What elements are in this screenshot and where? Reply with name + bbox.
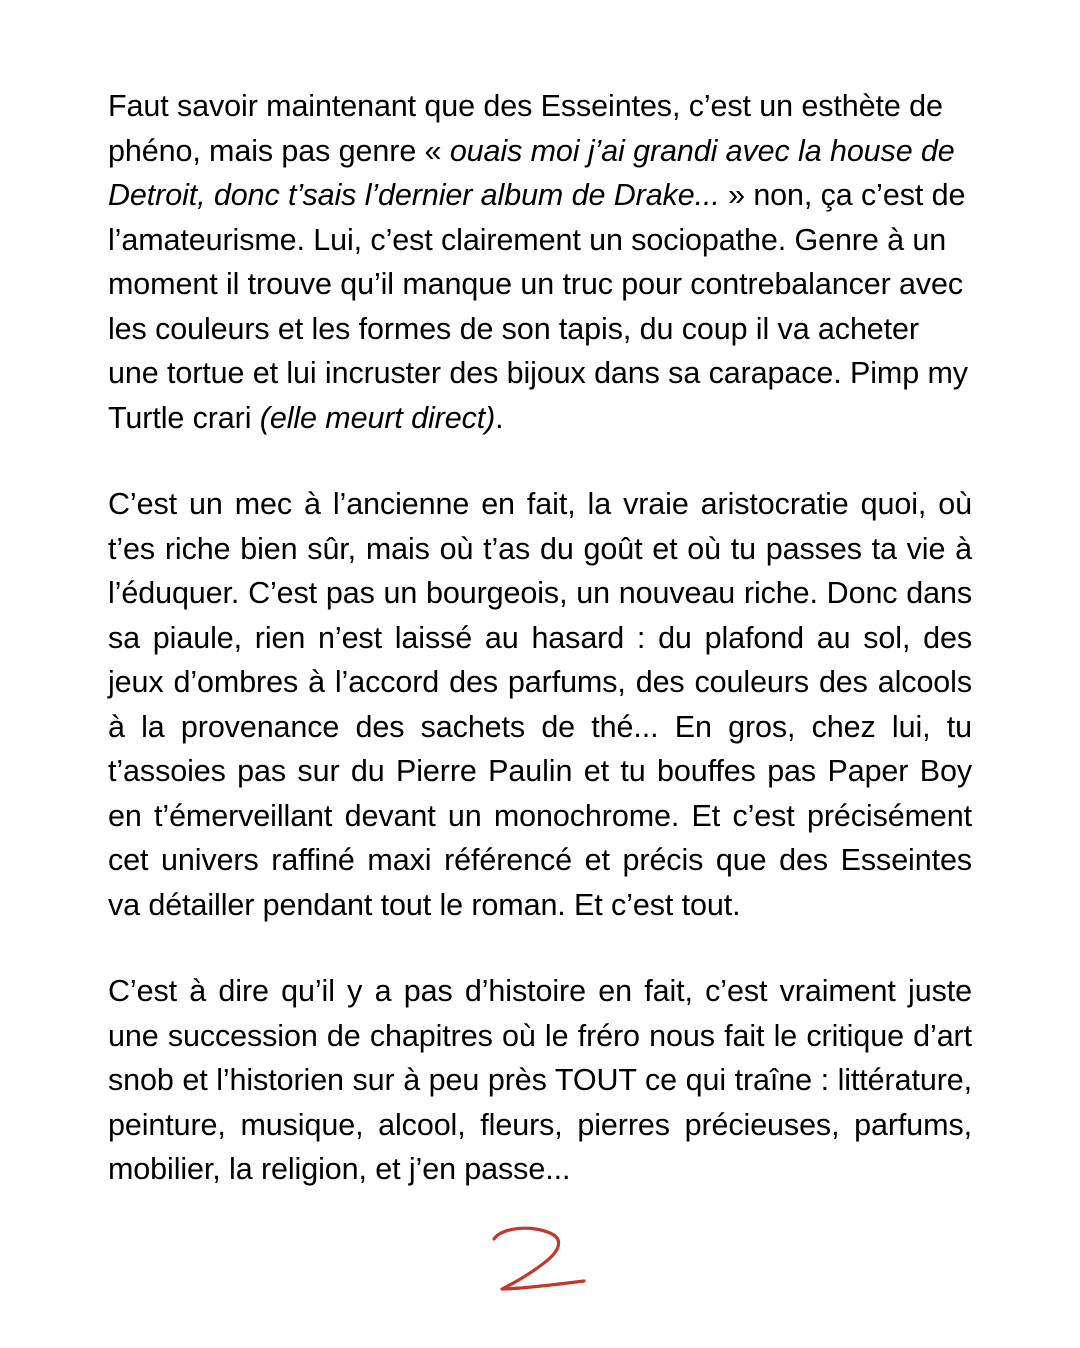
paragraph-2	[108, 482, 972, 927]
page-number-value	[480, 1223, 481, 1224]
paragraph-1	[108, 84, 972, 440]
paragraph-1-part-2: » non, ça c’est de l’amateurisme. Lui, c’est clairement un sociopathe. Genre à un moment il trouve qu’il manque un truc pour contrebalancer avec les couleurs et les formes de son tapis, du coup il va acheter une tortue et lui incruster des bijoux dans sa carapace. Pimp my Turtle crari	[108, 178, 968, 435]
page-number	[0, 1223, 1080, 1308]
paragraph-2-text: C’est un mec à l’ancienne en fait, la vraie aristocratie quoi, où t’es riche bien sûr, mais où t’as du goût et où tu passes ta vie à l’éduquer. C’est pas un bourgeois, un nouveau riche. Donc dans sa piaule, rien n’est laissé au hasard : du plafond au sol, des jeux d’ombres à l’accord des parfums, des couleurs des alcools à la provenance des sachets de thé... En gros, chez lui, tu t’assoies pas sur du Pierre Paulin et tu bouffes pas Paper Boy en t’émerveillant devant un monochrome. Et c’est précisément cet univers raffiné maxi référencé et précis que des Esseintes va détailler pendant tout le roman. Et c’est tout.	[108, 487, 972, 922]
paragraph-1-part-3: .	[495, 400, 504, 435]
handwritten-page-number-icon	[480, 1223, 600, 1303]
paragraph-3-text: C’est à dire qu’il y a pas d’histoire en fait, c’est vraiment juste une succession de chapitres où le fréro nous fait le critique d’art snob et l’historien sur à peu près TOUT ce qui traîne : littérature, peinture, musique, alcool, fleurs, pierres précieuses, parfums, mobilier, la religion, et j’en passe...	[108, 974, 972, 1186]
paragraph-1-quote-italic: ouais moi j’ai grandi avec la house de Detroit, donc t’sais l’dernier album de Drake...	[108, 133, 955, 212]
paragraph-3	[108, 969, 972, 1192]
paragraph-1-aside-italic: (elle meurt direct)	[259, 400, 496, 435]
paragraph-1-part-1: Faut savoir maintenant que des Esseintes, c’est un esthète de phéno, mais pas genre «	[108, 89, 943, 168]
